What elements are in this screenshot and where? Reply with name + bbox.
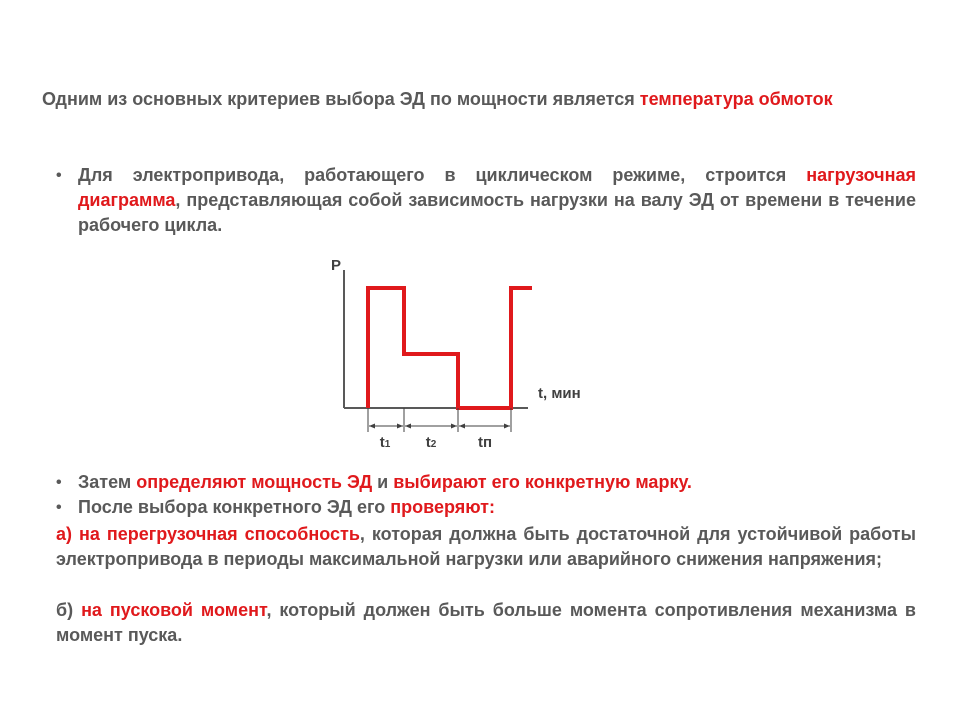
item-a-text: , которая должна быть достаточной для устойчивой работы электропривода в периоды максимальной нагрузки или аварийного снижения напряжения;: [56, 524, 916, 569]
bullet-dot-icon: •: [56, 474, 62, 491]
bullet3-highlight: проверяют:: [390, 497, 495, 517]
arrow-head-icon: [397, 424, 403, 429]
arrow-head-icon: [459, 424, 465, 429]
check-item-overload: [56, 522, 916, 572]
arrow-head-icon: [369, 424, 375, 429]
item-a-highlight: а) на перегрузочная способность: [56, 524, 360, 544]
item-b-text: , который должен быть больше момента сопротивления механизма в момент пуска.: [56, 600, 916, 645]
bullet-verify: [56, 495, 916, 520]
bullet3-text-start: После выбора конкретного ЭД его: [78, 497, 391, 517]
bullet-load-diagram: [56, 163, 916, 238]
intro-text: Одним из основных критериев выбора ЭД по мощности является: [42, 89, 640, 109]
bullet1-highlight: нагрузочная диаграмма: [78, 165, 916, 210]
check-item-starting-torque: [56, 598, 916, 648]
intro-paragraph: [42, 87, 924, 112]
interval-markers: [368, 408, 511, 432]
bullet-select-motor: [56, 470, 916, 495]
bullet-dot-icon: •: [56, 499, 62, 516]
bullet2-highlight-model: выбирают его конкретную марку.: [393, 472, 692, 492]
arrow-head-icon: [504, 424, 510, 429]
bullet1-text-start: Для электропривода, работающего в циклическом режиме, строится: [78, 165, 807, 185]
x-axis-label: t, мин: [538, 385, 581, 402]
arrow-head-icon: [405, 424, 411, 429]
bullet2-text-mid: и: [372, 472, 394, 492]
arrow-head-icon: [451, 424, 457, 429]
y-axis-label: P: [331, 257, 342, 274]
bullet2-highlight-power: определяют мощность ЭД: [136, 472, 373, 492]
interval-label-t2: t2: [425, 434, 437, 451]
bullet2-text-start: Затем: [78, 472, 137, 492]
load-curve: [368, 288, 532, 408]
item-b-prefix: б): [56, 600, 82, 620]
intro-highlight: температура обмоток: [639, 89, 833, 109]
interval-label-tp: tп: [477, 434, 493, 451]
interval-label-t1: t1: [379, 434, 391, 451]
item-b-highlight: на пусковой момент: [81, 600, 267, 620]
bullet-dot-icon: •: [56, 167, 62, 184]
load-diagram: [320, 250, 620, 460]
bullet1-text-end: , представляющая собой зависимость нагрузки на валу ЭД от времени в течение рабочего цикла.: [78, 190, 916, 235]
